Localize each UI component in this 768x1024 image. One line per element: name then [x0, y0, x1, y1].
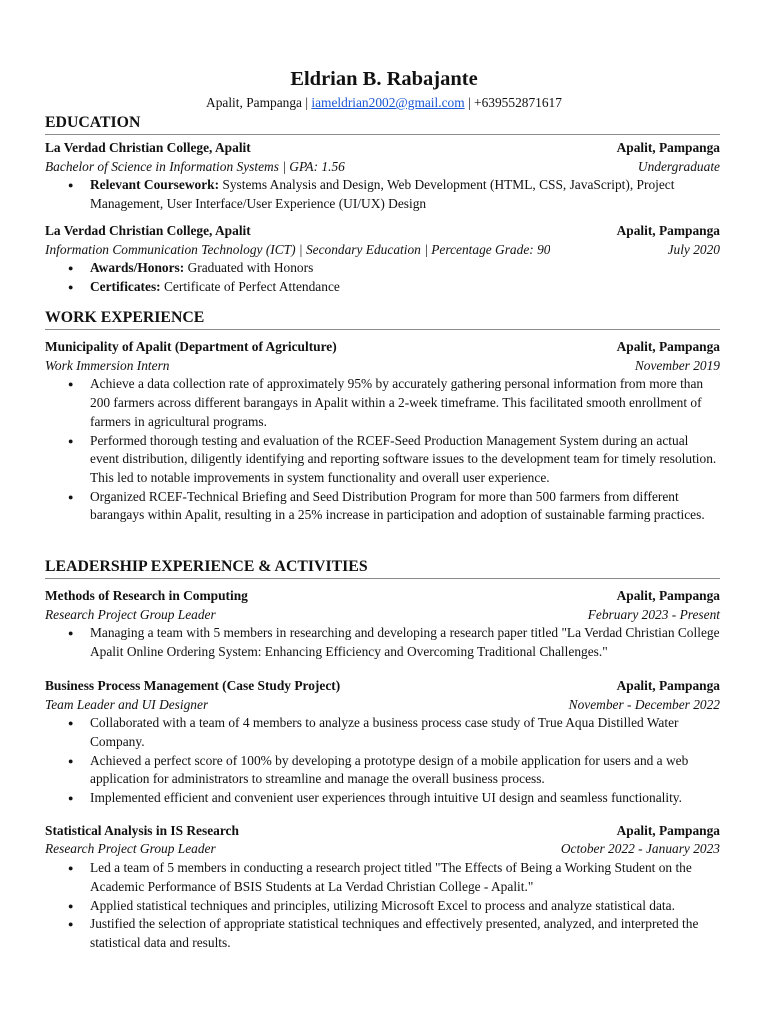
bullet-label: Awards/Honors: [90, 260, 185, 276]
bullet-item: ● Justified the selection of appropriate statistical techniques and effectively presented, analyzed, and interpreted the statistical data and results. [45, 915, 720, 952]
contact-separator: | [301, 95, 312, 110]
leadership-entry-statistics [45, 822, 720, 953]
bullet-list [45, 624, 720, 661]
entry-date: November - December 2022 [568, 696, 720, 712]
entry-org: Business Process Management (Case Study Project) [45, 677, 341, 693]
contact-separator: | [464, 95, 475, 110]
leadership-entry-bpm [45, 677, 720, 808]
entry-detail: Research Project Group Leader [45, 841, 216, 857]
contact-line [0, 94, 768, 112]
leadership-section [45, 557, 720, 953]
bullet-item: ● Implemented efficient and convenient user experiences through intuitive UI design and seamless functionality. [45, 789, 720, 808]
bullet-list [45, 714, 720, 808]
email-link[interactable]: iameldrian2002@gmail.com [311, 95, 465, 110]
entry-location: Apalit, Pampanga [616, 222, 720, 238]
leadership-entry-research [45, 587, 720, 662]
entry-date: July 2020 [667, 241, 720, 257]
bullet-item: ● Achieved a perfect score of 100% by developing a prototype design of a mobile application for users and a web application for administrators to streamline and manage the overall business process. [45, 752, 720, 789]
bullet-item: ● Organized RCEF-Technical Briefing and Seed Distribution Program for more than 500 farmers from different barangays within Apalit, resulting in a 25% increase in participation and adoption of sustainable farming practices. [45, 488, 720, 525]
entry-location: Apalit, Pampanga [616, 588, 720, 603]
entry-detail: Research Project Group Leader [45, 606, 216, 622]
education-section [45, 113, 720, 297]
bullet-item: ● Achieve a data collection rate of approximately 95% by accurately gathering personal information from more than 200 farmers across different barangays in Apalit within a 2-week timeframe. This facilitated smooth enrollment of farmers in agricultural programs. [45, 375, 720, 431]
entry-date: October 2022 - January 2023 [560, 841, 720, 857]
section-title-work: WORK EXPERIENCE [45, 308, 720, 330]
bullet-label: Relevant Coursework: [90, 177, 220, 193]
entry-org: La Verdad Christian College, Apalit [45, 222, 251, 238]
bullet-label: Certificates: [90, 278, 161, 294]
education-entry-secondary [45, 222, 720, 297]
bullet-text: Certificate of Perfect Attendance [160, 278, 340, 294]
entry-org: Statistical Analysis in IS Research [45, 822, 239, 838]
entry-detail: Bachelor of Science in Information Systems | GPA: 1.56 [45, 158, 345, 174]
entry-detail: Work Immersion Intern [45, 357, 170, 373]
bullet-list [45, 375, 720, 525]
work-entry-municipality [45, 338, 720, 525]
bullet-list [45, 176, 720, 213]
entry-location: Apalit, Pampanga [616, 822, 720, 838]
education-entry-college [45, 139, 720, 214]
section-title-leadership: LEADERSHIP EXPERIENCE & ACTIVITIES [45, 557, 720, 579]
candidate-name: Eldrian B. Rabajante [290, 68, 478, 90]
entry-detail: Team Leader and UI Designer [45, 696, 209, 712]
section-title-education: EDUCATION [45, 113, 720, 135]
bullet-item: ● Led a team of 5 members in conducting a research project titled "The Effects of Being a Working Student on the Academic Performance of BSIS Students at La Verdad Christian College - Apalit." [45, 859, 720, 896]
bullet-list [45, 259, 720, 296]
bullet-item [45, 278, 720, 297]
bullet-item: ● Performed thorough testing and evaluation of the RCEF-Seed Production Management System during an actual event distribution, diligently identifying and reporting software issues to the development team for timely resolution. This led to notable improvements in system functionality and overall user experience. [45, 432, 720, 488]
entry-date: November 2019 [634, 357, 720, 373]
bullet-item: ● Collaborated with a team of 4 members to analyze a business process case study of True Aqua Distilled Water Company. [45, 714, 720, 751]
contact-phone: +639552871617 [474, 95, 562, 110]
entry-org: Methods of Research in Computing [45, 588, 248, 603]
bullet-item: ● Applied statistical techniques and principles, utilizing Microsoft Excel to process and analyze statistical data. [45, 897, 720, 916]
entry-location: Apalit, Pampanga [616, 140, 720, 155]
entry-org: La Verdad Christian College, Apalit [45, 140, 251, 155]
entry-detail: Information Communication Technology (ICT) | Secondary Education | Percentage Grade: 90 [45, 241, 551, 257]
work-experience-section [45, 308, 720, 525]
bullet-item [45, 259, 720, 278]
bullet-text: Systems Analysis and Design, Web Development (HTML, CSS, JavaScript), Project Management, User Interface/User Experience (UI/UX) Design [90, 177, 675, 212]
bullet-list [45, 859, 720, 953]
entry-location: Apalit, Pampanga [616, 339, 720, 354]
entry-date: Undergraduate [637, 158, 720, 174]
bullet-item [45, 176, 720, 213]
entry-org: Municipality of Apalit (Department of Agriculture) [45, 339, 337, 354]
bullet-item: ● Managing a team with 5 members in researching and developing a research paper titled "La Verdad Christian College Apalit Online Ordering System: Enhancing Efficiency and Overcoming Traditional Challenges." [45, 624, 720, 661]
entry-location: Apalit, Pampanga [616, 677, 720, 693]
contact-location: Apalit, Pampanga [206, 95, 302, 110]
entry-date: February 2023 - Present [587, 606, 720, 622]
bullet-text: Graduated with Honors [184, 260, 314, 276]
